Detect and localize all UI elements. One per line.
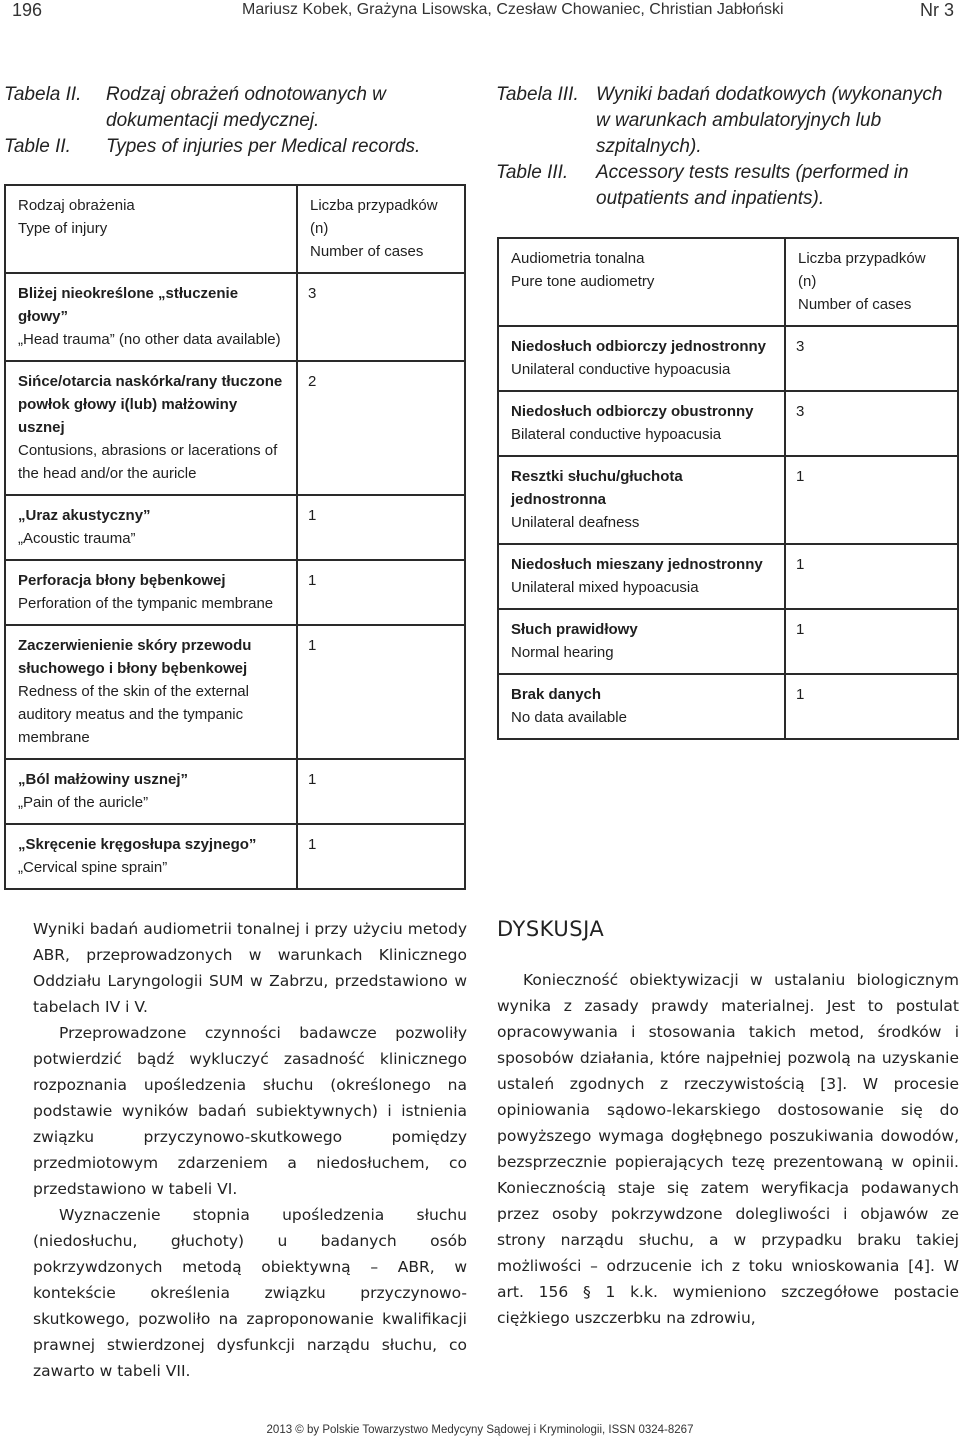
table-row [498, 544, 958, 609]
table2-injury-cell [5, 824, 297, 889]
table2-count: 1 [297, 560, 465, 625]
table3-count: 1 [785, 674, 958, 739]
table2-injury-en: „Cervical spine sprain” [18, 859, 168, 876]
table3-result-cell [498, 544, 785, 609]
page-number: 196 [12, 0, 43, 20]
table3-result-en: No data available [511, 709, 627, 726]
table3-result-cell [498, 609, 785, 674]
body-paragraph: Wyniki badań audiometrii tonalnej i przy użyciu metody ABR, przeprowadzonych w warunkach Klinicznego Oddziału Laryngologii SUM w Zabrzu, przedstawiono w tabelach IV i V. [33, 920, 467, 1016]
table-row [5, 560, 465, 625]
table3-header-cell [785, 238, 958, 326]
table-row [5, 759, 465, 824]
table-row [498, 456, 958, 544]
table2-injury-en: Perforation of the tympanic membrane [18, 595, 274, 612]
table2-header-col2-pl: Liczba przypadków (n) [310, 197, 438, 237]
table2-injury-en: Redness of the skin of the external auditory meatus and the tympanic membrane [18, 683, 249, 746]
table2-count: 1 [297, 625, 465, 759]
table2-header-col2-en: Number of cases [310, 243, 424, 260]
body-paragraph: Przeprowadzone czynności badawcze pozwoliły potwierdzić bądź wykluczyć zasadność klinicznego rozpoznania upośledzenia słuchu (określonego na podstawie wyników badań subiektywnych) i istnienia związku przyczynowo-skutkowego pomiędzy przedmiotowym zdarzeniem a niedosłuchem, co przedstawiono w tabeli VI. [33, 1024, 467, 1198]
table2-injury-pl: Sińce/otarcia naskórka/rany tłuczone powłok głowy i(lub) małżowiny usznej [18, 373, 283, 436]
table2-injury-cell [5, 361, 297, 495]
body-paragraph: Konieczność obiektywizacji w ustalaniu biologicznym wynika z zasady prawdy materialnej. Jest to postulat opracowywania i stosowania takich metod, środków i sposobów działania, które najpełniej pozwolą na uzyskanie ustaleń zgodnych z rzeczywistością [3]. W procesie opiniowania sądowo-lekarskiego dostosowanie się do powyższego wymaga dogłębnego poszukiwania dowodów, bezsprzecznie popierających tezę prezentowaną w opinii. Koniecznością staje się zatem weryfikacja podawanych przez osoby pokrzywdzone dolegliwości i objawów ze strony narządu słuchu, a w przypadku braku takiej możliwości – odrzucenie ich z toku wnioskowania [4]. W art. 156 § 1 k.k. wymieniono szczegółowe postacie ciężkiego uszczerbku na zdrowiu, [497, 971, 959, 1327]
table3 [497, 237, 959, 740]
table2-count: 1 [297, 824, 465, 889]
table-row [498, 326, 958, 391]
table2-count: 3 [297, 273, 465, 361]
table3-caption-pl-text: Wyniki badań dodatkowych (wykonanych w warunkach ambulatoryjnych lub szpitalnych). [596, 84, 943, 157]
table3-result-pl: Niedosłuch odbiorczy jednostronny [511, 338, 767, 355]
table3-count: 3 [785, 391, 958, 456]
table2-caption [4, 82, 474, 160]
table3-result-pl: Niedosłuch odbiorczy obustronny [511, 403, 754, 420]
table-row [5, 495, 465, 560]
table2-injury-cell [5, 759, 297, 824]
table3-count: 1 [785, 456, 958, 544]
table2-injury-cell [5, 273, 297, 361]
table3-result-pl: Resztki słuchu/głuchota jednostronna [511, 468, 683, 508]
table3-count: 1 [785, 609, 958, 674]
table3-result-cell [498, 391, 785, 456]
table2-injury-en: „Pain of the auricle” [18, 794, 149, 811]
section-heading-dyskusja: DYSKUSJA [497, 917, 605, 941]
table2-header-cell [297, 185, 465, 273]
table3-caption [496, 82, 960, 212]
table-row [5, 361, 465, 495]
table2-caption-en-text: Types of injuries per Medical records. [106, 136, 421, 157]
table2-caption-pl-text: Rodzaj obrażeń odnotowanych w dokumentacji medycznej. [106, 84, 386, 131]
table3-caption-pl-label: Tabela III. [496, 84, 579, 105]
table2-count: 2 [297, 361, 465, 495]
right-body-column [497, 967, 959, 1331]
table2-header-row [5, 185, 465, 273]
table-row [498, 391, 958, 456]
table2-header-col1-pl: Rodzaj obrażenia [18, 197, 135, 214]
table3-caption-en-text: Accessory tests results (performed in outpatients and inpatients). [596, 162, 909, 209]
issue-number: Nr 3 [919, 0, 954, 20]
table2-injury-pl: „Skręcenie kręgosłupa szyjnego” [18, 836, 257, 853]
table-row [5, 625, 465, 759]
table3-header-row [498, 238, 958, 326]
table3-result-cell [498, 326, 785, 391]
table3-result-en: Unilateral conductive hypoacusia [511, 361, 731, 378]
table2-injury-en: „Acoustic trauma” [18, 530, 136, 547]
table2-count: 1 [297, 759, 465, 824]
table3-result-pl: Brak danych [511, 686, 602, 703]
table2-injury-en: „Head trauma” (no other data available) [18, 331, 281, 348]
table2-count: 1 [297, 495, 465, 560]
table3-header-col2-en: Number of cases [798, 296, 912, 313]
table2 [4, 184, 466, 890]
page-header [12, 0, 960, 36]
table3-header-col1-pl: Audiometria tonalna [511, 250, 645, 267]
table2-header-cell [5, 185, 297, 273]
table-row [498, 609, 958, 674]
table2-header-col1-en: Type of injury [18, 220, 108, 237]
table3-result-pl: Słuch prawidłowy [511, 621, 638, 638]
table3-count: 1 [785, 544, 958, 609]
table-row [5, 273, 465, 361]
table3-header-col2-pl: Liczba przypadków (n) [798, 250, 926, 290]
page-footer: 2013 © by Polskie Towarzystwo Medycyny Sądowej i Kryminologii, ISSN 0324-8267 [266, 1424, 694, 1436]
table2-injury-cell [5, 625, 297, 759]
table2-injury-pl: Zaczerwienienie skóry przewodu słuchowego i błony bębenkowej [18, 637, 252, 677]
table3-caption-en-label: Table III. [496, 162, 569, 183]
table3-result-en: Bilateral conductive hypoacusia [511, 426, 722, 443]
table3-result-en: Unilateral deafness [511, 514, 640, 531]
running-authors: Mariusz Kobek, Grażyna Lisowska, Czesław Chowaniec, Christian Jabłoński [242, 1, 784, 18]
table2-injury-pl: Perforacja błony bębenkowej [18, 572, 226, 589]
table3-result-en: Unilateral mixed hypoacusia [511, 579, 699, 596]
table-row [5, 824, 465, 889]
table2-caption-pl-label: Tabela II. [4, 84, 82, 105]
body-paragraph: Wyznaczenie stopnia upośledzenia słuchu (niedosłuchu, głuchoty) u badanych osób pokrzywdzonych metodą obiektywną – ABR, w kontekście określenia związku przyczynowo-skutkowego, pozwoliło na zaproponowanie kwalifikacji prawnej stwierdzonej dysfunkcji narządu słuchu, co zawarto w tabeli VII. [33, 1206, 467, 1380]
table3-count: 3 [785, 326, 958, 391]
table3-header-cell [498, 238, 785, 326]
table2-injury-pl: „Ból małżowiny usznej” [18, 771, 189, 788]
table2-injury-pl: „Uraz akustyczny” [18, 507, 151, 524]
table2-injury-cell [5, 495, 297, 560]
table2-injury-en: Contusions, abrasions or lacerations of the head and/or the auricle [18, 442, 278, 482]
table3-result-cell [498, 456, 785, 544]
table-row [498, 674, 958, 739]
left-body-column [33, 916, 467, 1384]
table3-result-en: Normal hearing [511, 644, 614, 661]
table2-injury-pl: Bliżej nieokreślone „stłuczenie głowy” [18, 285, 239, 325]
table3-header-col1-en: Pure tone audiometry [511, 273, 655, 290]
table2-caption-en-label: Table II. [4, 136, 71, 157]
table3-result-cell [498, 674, 785, 739]
table3-result-pl: Niedosłuch mieszany jednostronny [511, 556, 763, 573]
table2-injury-cell [5, 560, 297, 625]
